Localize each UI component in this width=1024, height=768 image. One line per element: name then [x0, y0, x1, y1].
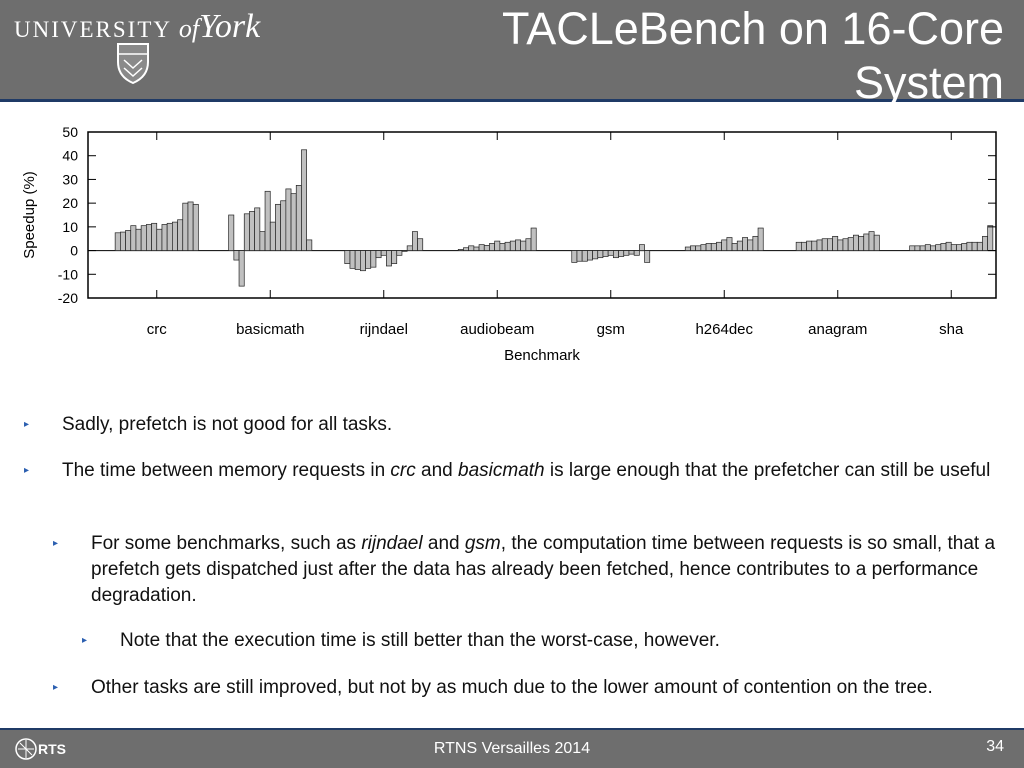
bar — [915, 246, 920, 251]
bar — [619, 251, 624, 257]
bar — [126, 230, 131, 250]
bar — [131, 226, 136, 251]
chart-frame — [88, 132, 996, 298]
bar — [281, 201, 286, 251]
bar — [827, 239, 832, 251]
bar — [146, 224, 151, 250]
y-tick-label: 50 — [62, 124, 78, 140]
slide-title: TACLeBench on 16-Core System — [502, 3, 1004, 108]
bar — [848, 238, 853, 251]
footer-venue: RTNS Versailles 2014 — [433, 740, 591, 757]
bar — [711, 243, 716, 250]
bar — [624, 251, 629, 256]
bar — [307, 240, 312, 251]
y-tick-label: 30 — [62, 171, 78, 188]
bar — [463, 248, 468, 251]
speedup-bar-chart — [0, 112, 1024, 372]
page-number: 34 — [986, 738, 1004, 755]
bar — [722, 240, 727, 251]
x-tick-label: h264dec — [695, 321, 754, 338]
bar — [376, 251, 381, 258]
bar — [737, 241, 742, 250]
bullet-marker-icon: ▸ — [24, 419, 30, 430]
bar — [732, 243, 737, 250]
bar — [265, 191, 270, 250]
bullet-segment: , the computation time between requests is so small, that a prefetch gets dispatched just after the data has already been fetched, hence contributes to a performance degradation. — [91, 533, 996, 606]
bar — [920, 246, 925, 251]
bar — [634, 251, 639, 256]
bar — [753, 236, 758, 250]
bar — [587, 251, 592, 260]
bar — [484, 245, 489, 250]
bar — [136, 229, 141, 250]
bar — [275, 204, 280, 250]
bar — [178, 220, 183, 251]
bar — [301, 150, 306, 251]
x-tick-label: basicmath — [236, 321, 305, 338]
bullet-item-level-1 — [24, 458, 1012, 484]
bullet-marker-icon: ▸ — [53, 682, 59, 693]
university-shield-icon — [116, 42, 150, 84]
bullet-segment: and — [422, 533, 465, 554]
bullet-emphasis: gsm — [464, 533, 501, 554]
bar — [925, 245, 930, 251]
bullet-marker-icon: ▸ — [53, 538, 59, 549]
x-tick-label: sha — [939, 321, 964, 338]
bar — [381, 251, 386, 256]
bar — [838, 240, 843, 251]
bar — [796, 242, 801, 250]
bar — [526, 239, 531, 251]
bar — [355, 251, 360, 270]
bar — [598, 251, 603, 258]
rts-logo-text: RTS — [38, 741, 66, 757]
bar — [286, 189, 291, 251]
bar — [521, 241, 526, 250]
bar — [613, 251, 618, 258]
bar — [412, 232, 417, 251]
bullet-text — [91, 531, 1016, 609]
slide-footer — [0, 728, 1024, 768]
bar — [474, 247, 479, 251]
bar — [249, 211, 254, 250]
x-tick-label: audiobeam — [460, 321, 535, 338]
bar — [593, 251, 598, 259]
x-tick-label: crc — [146, 321, 167, 338]
bar — [244, 214, 249, 251]
bar — [812, 241, 817, 250]
bar — [172, 222, 177, 250]
bar — [869, 232, 874, 251]
bullet-segment: is large enough that the prefetcher can still be useful — [544, 460, 991, 481]
bar — [392, 251, 397, 264]
bar — [603, 251, 608, 257]
bar — [386, 251, 391, 266]
bullet-segment: Note that the execution time is still better than the worst-case, however. — [120, 630, 720, 651]
bullet-marker-icon: ▸ — [82, 635, 88, 646]
bar — [758, 228, 763, 251]
bar — [350, 251, 355, 269]
bar — [843, 239, 848, 251]
bar — [801, 242, 806, 250]
bar — [930, 246, 935, 251]
x-tick-label: anagram — [808, 321, 868, 338]
bar — [510, 241, 515, 250]
bullet-text — [120, 628, 1020, 654]
bar — [645, 251, 650, 263]
y-axis-label: Speedup (%) — [21, 171, 38, 259]
bar — [742, 238, 747, 251]
bar — [402, 251, 407, 252]
chart-bars — [115, 150, 993, 286]
bar — [807, 241, 812, 250]
bullet-text — [62, 412, 1012, 438]
bar — [229, 215, 234, 251]
bullet-marker-icon: ▸ — [24, 465, 30, 476]
bar — [167, 223, 172, 250]
bar — [500, 243, 505, 250]
bar — [270, 222, 275, 250]
logo-of-word: of — [178, 14, 200, 43]
bullet-emphasis: basicmath — [458, 460, 545, 481]
bullet-item-level-1 — [24, 412, 1012, 438]
bar — [234, 251, 239, 260]
y-tick-label: -20 — [57, 290, 78, 306]
bar — [193, 204, 198, 250]
x-axis-label: Benchmark — [504, 347, 580, 364]
bar — [941, 243, 946, 250]
bar — [162, 224, 167, 250]
bar — [706, 243, 711, 250]
bullet-text — [62, 458, 1012, 484]
bullet-emphasis: crc — [390, 460, 416, 481]
bar — [345, 251, 350, 264]
logo-york-word: York — [199, 8, 261, 45]
bar — [255, 208, 260, 251]
bar — [951, 245, 956, 251]
bar — [577, 251, 582, 262]
bar — [859, 236, 864, 250]
bar — [833, 236, 838, 250]
bar — [988, 226, 993, 251]
bar — [531, 228, 536, 251]
plot-border — [88, 132, 996, 298]
bar — [701, 245, 706, 251]
y-tick-label: -10 — [57, 266, 78, 283]
logo-university-word: UNIVERSITY — [14, 17, 172, 42]
bar — [407, 246, 412, 251]
bar — [360, 251, 365, 271]
bar — [972, 242, 977, 250]
bar — [291, 194, 296, 251]
bullet-segment: Other tasks are still improved, but not by as much due to the lower amount of contention on the tree. — [91, 677, 933, 698]
bar — [822, 239, 827, 251]
bar — [479, 245, 484, 251]
bar — [910, 246, 915, 251]
bar — [489, 243, 494, 250]
bar — [629, 251, 634, 255]
bar — [260, 232, 265, 251]
bar — [817, 240, 822, 251]
bar — [748, 240, 753, 251]
bar — [685, 247, 690, 251]
bar — [141, 226, 146, 251]
bullet-segment: For some benchmarks, such as — [91, 533, 362, 554]
bar — [505, 242, 510, 250]
bar — [157, 229, 162, 250]
y-tick-label: 40 — [62, 147, 78, 164]
bar — [397, 251, 402, 256]
bar — [962, 243, 967, 250]
bar — [864, 234, 869, 251]
bar — [690, 246, 695, 251]
bar — [956, 245, 961, 251]
bullet-segment: The time between memory requests in — [62, 460, 391, 481]
bullet-item-level-2 — [53, 675, 1016, 701]
bar — [115, 233, 120, 251]
bar — [469, 246, 474, 251]
bar — [371, 251, 376, 268]
bar — [639, 245, 644, 251]
bar — [982, 236, 987, 250]
bar — [296, 185, 301, 250]
bar — [239, 251, 244, 287]
bar — [515, 240, 520, 251]
bar — [696, 246, 701, 251]
bar — [977, 242, 982, 250]
x-tick-label: gsm — [596, 321, 625, 338]
bar — [727, 238, 732, 251]
bar — [582, 251, 587, 262]
bar — [853, 235, 858, 250]
bullet-emphasis: rijndael — [361, 533, 423, 554]
bar — [572, 251, 577, 263]
bar — [458, 249, 463, 250]
bar — [183, 203, 188, 250]
bullet-segment: Sadly, prefetch is not good for all tasks. — [62, 414, 393, 435]
bar — [716, 242, 721, 250]
bar — [946, 242, 951, 250]
x-tick-label: rijndael — [359, 321, 408, 338]
bar — [366, 251, 371, 269]
bar — [152, 223, 157, 250]
bar — [608, 251, 613, 256]
bar — [418, 239, 423, 251]
bar — [936, 245, 941, 251]
slide-header — [0, 0, 1024, 108]
bar — [120, 232, 125, 250]
bullet-segment: and — [415, 460, 459, 481]
y-tick-label: 10 — [62, 218, 78, 235]
university-logo — [14, 8, 260, 46]
y-tick-label: 20 — [62, 195, 78, 212]
bar — [874, 235, 879, 250]
bar — [495, 241, 500, 250]
bullet-item-level-3 — [82, 628, 1020, 654]
bar — [188, 202, 193, 251]
y-tick-label: 0 — [70, 242, 78, 259]
bullet-text — [91, 675, 1016, 701]
bullet-item-level-2 — [53, 531, 1016, 609]
bar — [967, 242, 972, 250]
